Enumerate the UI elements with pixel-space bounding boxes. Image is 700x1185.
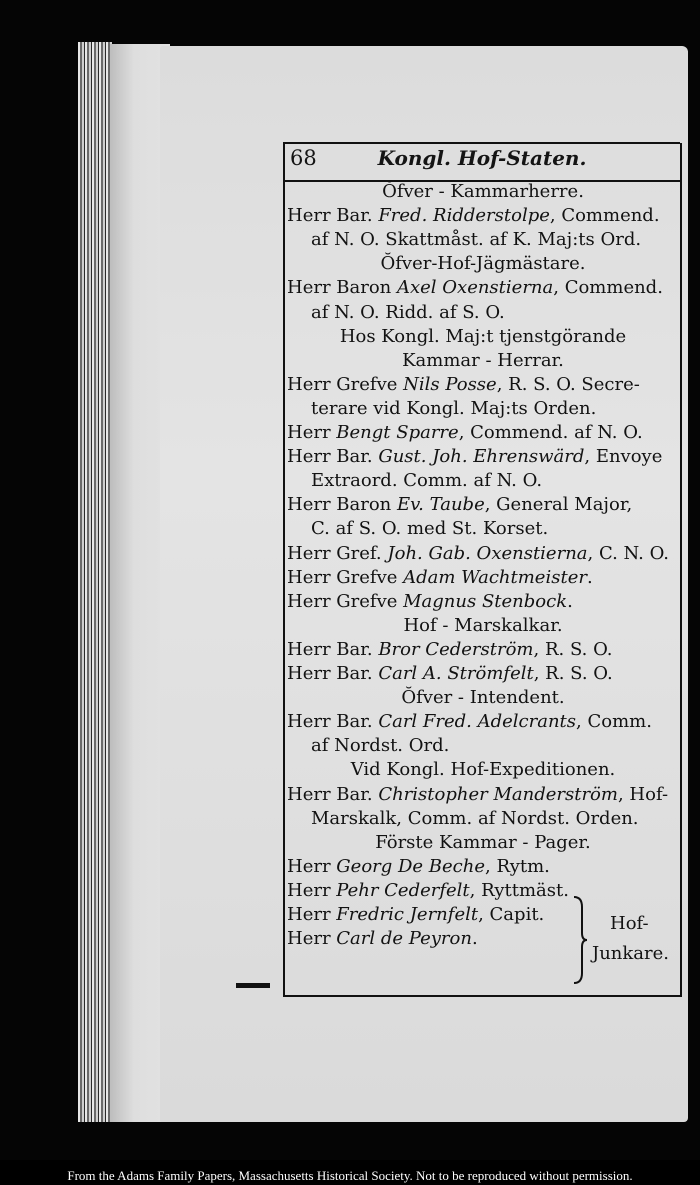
section-heading: Förste Kammar - Pager. xyxy=(375,831,591,853)
entry-text: Herr Bar. xyxy=(287,663,379,684)
entry-line xyxy=(287,855,679,879)
entry-text: Herr Grefve xyxy=(287,566,404,588)
entry-text: Herr Bar. xyxy=(287,446,379,468)
entry-text: Herr Bar. xyxy=(287,205,379,227)
entry-text: , Hof- xyxy=(617,783,669,805)
entry-text: Herr xyxy=(287,928,337,950)
bracket-label-line2: Junkare. xyxy=(592,943,670,964)
person-name: Carl A. Strömfelt xyxy=(378,663,534,684)
entry-line xyxy=(287,879,679,903)
entry-text: Herr Grefve xyxy=(287,373,404,395)
person-name: Nils Posse xyxy=(403,373,497,395)
entry-line xyxy=(287,662,679,686)
margin-dash-mark xyxy=(236,983,270,988)
person-name: Gust. Joh. Ehrenswärd xyxy=(378,446,585,468)
entry-line: Marskalk, Comm. af Nordst. Orden. xyxy=(311,807,639,829)
person-name: Pehr Cederfelt xyxy=(336,879,470,901)
page-number: 68 xyxy=(290,146,317,170)
bracket-brace xyxy=(572,895,588,985)
entry-text: Herr Gref. xyxy=(287,542,388,564)
section-heading: Hof - Marskalkar. xyxy=(403,614,563,636)
section-heading: Hos Kongl. Maj:t tjenstgörande xyxy=(339,325,627,347)
entry-text: Herr xyxy=(287,879,337,901)
entry-text: Herr Bar. xyxy=(287,711,379,733)
person-name: Magnus Stenbock xyxy=(403,590,568,612)
page-stack-edges xyxy=(78,42,112,1122)
entry-text: , Rytm. xyxy=(485,855,550,877)
entry-line xyxy=(287,204,679,228)
entry-text: Herr xyxy=(287,904,337,925)
entry-text: , Comm. xyxy=(576,711,652,733)
entry-line: af N. O. Skattmåst. af K. Maj:ts Ord. xyxy=(311,229,642,251)
entry-text: , Commend. xyxy=(549,205,660,227)
person-name: Bengt Sparre xyxy=(336,422,459,443)
entry-text: , Envoye xyxy=(584,446,663,468)
entry-text: , Commend. af N. O. xyxy=(458,422,643,443)
person-name: Ev. Taube xyxy=(397,494,485,516)
entry-line: Extraord. Comm. af N. O. xyxy=(311,470,543,492)
entry-line xyxy=(287,710,679,734)
person-name: Joh. Gab. Oxenstierna xyxy=(387,542,588,564)
entry-text: , Commend. xyxy=(553,277,663,299)
entry-line xyxy=(287,276,679,300)
running-title: Kongl. Hof-Staten. xyxy=(377,146,587,170)
entry-line: terare vid Kongl. Maj:ts Orden. xyxy=(311,397,597,419)
footer-caption: From the Adams Family Papers, Massachusetts Historical Society. Not to be reproduced without permission. xyxy=(67,1168,633,1183)
entry-line xyxy=(287,445,679,469)
entry-text: , General Major, xyxy=(484,494,633,516)
entry-line xyxy=(287,542,679,566)
entry-line xyxy=(287,638,679,662)
section-heading: Kammar - Herrar. xyxy=(402,349,564,371)
entry-line: af Nordst. Ord. xyxy=(311,735,450,757)
entry-text: Herr xyxy=(287,855,337,877)
entry-text: , Ryttmäst. xyxy=(469,879,569,901)
section-heading: Ŏfver - Intendent. xyxy=(401,687,565,709)
entry-text: Herr Baron xyxy=(287,494,397,516)
entry-text: . xyxy=(471,928,478,950)
entry-text: Herr Baron xyxy=(287,277,397,299)
person-name: Carl de Peyron xyxy=(336,928,472,950)
entry-text: Herr xyxy=(287,422,337,443)
section-heading: Ŏfver - Kammarherre. xyxy=(382,181,584,202)
person-name: Fred. Ridderstolpe xyxy=(378,205,550,227)
entry-line: C. af S. O. med St. Korset. xyxy=(311,518,549,540)
bracket-label-line1: Hof- xyxy=(610,913,649,934)
entry-text: . xyxy=(586,566,593,588)
section-heading: Ŏfver-Hof-Jägmästare. xyxy=(380,253,586,275)
entry-line xyxy=(287,373,679,397)
section-heading: Vid Kongl. Hof-Expeditionen. xyxy=(350,759,616,781)
person-name: Adam Wachtmeister xyxy=(403,566,587,588)
entry-line: af N. O. Ridd. af S. O. xyxy=(311,301,505,323)
person-name: Georg De Beche xyxy=(336,855,486,877)
person-name: Fredric Jernfelt xyxy=(336,904,479,925)
entry-text: , Capit. xyxy=(478,904,545,925)
person-name: Axel Oxenstierna xyxy=(397,277,554,299)
entry-text: , R. S. O. xyxy=(533,638,613,660)
entry-line xyxy=(287,493,679,517)
entry-text: Herr Grefve xyxy=(287,590,404,612)
person-name: Carl Fred. Adelcrants xyxy=(378,711,577,733)
entry-line xyxy=(287,566,679,590)
entry-text: . xyxy=(567,590,573,612)
person-name: Christopher Manderström xyxy=(378,783,618,805)
entry-text: , R. S. O. Secre- xyxy=(496,373,640,395)
entry-text: Herr Bar. xyxy=(287,638,379,660)
entry-text: , R. S. O. xyxy=(533,663,613,684)
entry-line xyxy=(287,783,679,807)
entry-text: , C. N. O. xyxy=(587,542,670,564)
entry-text: Herr Bar. xyxy=(287,783,379,805)
entry-line xyxy=(287,421,679,445)
entry-line xyxy=(287,590,679,614)
person-name: Bror Cederström xyxy=(378,638,534,660)
